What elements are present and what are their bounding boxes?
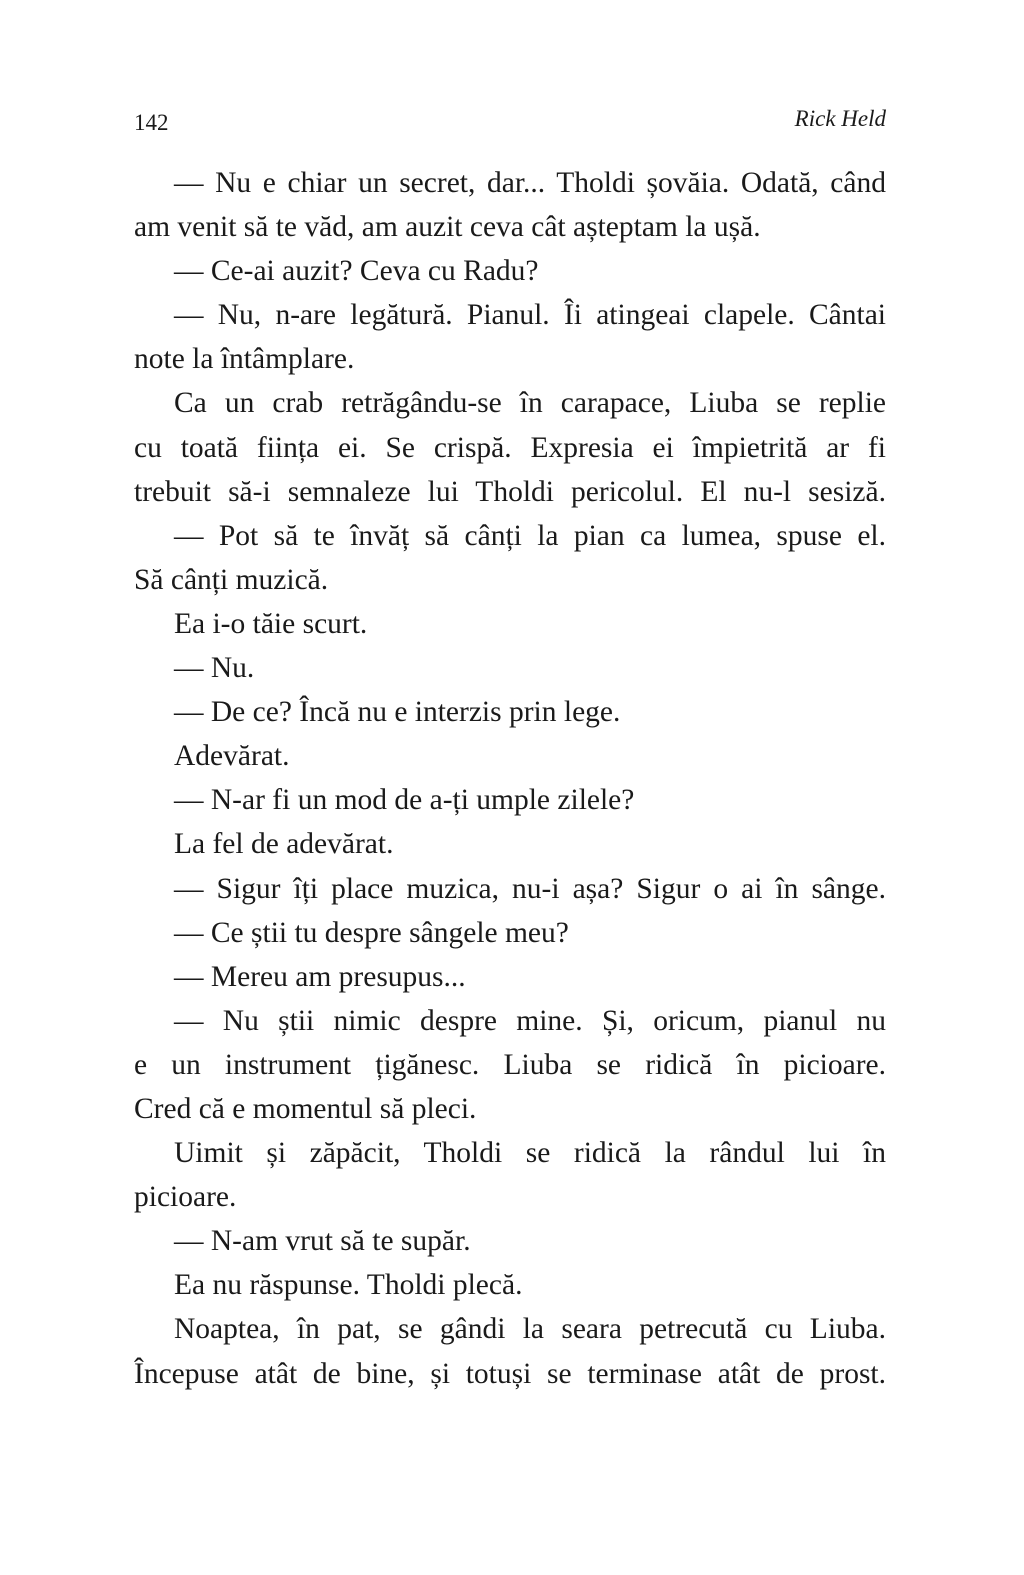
text-line: — Nu știi nimic despre mine. Și, oricum, pianul nu [174, 1004, 886, 1037]
text-line: note la întâmplare. [134, 343, 355, 376]
text-line: La fel de adevărat. [174, 828, 394, 861]
text-line: — N-am vrut să te supăr. [174, 1225, 471, 1258]
text-line: — Nu e chiar un secret, dar... Tholdi șovăia. Odată, când [174, 167, 886, 199]
text-line: Noaptea, în pat, se gândi la seara petrecută cu Liuba. [174, 1313, 886, 1346]
text-line: Ea nu răspunse. Tholdi plecă. [174, 1269, 523, 1302]
text-line: e un instrument țigănesc. Liuba se ridică în picioare. [134, 1048, 886, 1081]
running-head-author: Rick Held [794, 106, 886, 131]
text-line: Uimit și zăpăcit, Tholdi se ridică la rândul lui în [174, 1137, 886, 1170]
text-line: — N-ar fi un mod de a-ți umple zilele? [174, 784, 635, 817]
text-line: — De ce? Încă nu e interzis prin lege. [174, 696, 621, 729]
text-line: Începuse atât de bine, și totuși se terminase atât de prost. [134, 1357, 886, 1390]
text-line: — Sigur îți place muzica, nu-i așa? Sigur o ai în sânge. [174, 872, 886, 905]
text-line: — Nu, n-are legătură. Pianul. Îi atingeai clapele. Cântai [174, 299, 886, 332]
text-line: picioare. [134, 1181, 237, 1214]
text-line: — Ce-ai auzit? Ceva cu Radu? [174, 255, 539, 288]
text-line: Adevărat. [174, 740, 290, 773]
text-line: Cred că e momentul să pleci. [134, 1092, 477, 1125]
page-number: 142 [134, 110, 169, 135]
text-line: Ea i-o tăie scurt. [174, 607, 368, 640]
text-line: — Ce știi tu despre sângele meu? [174, 916, 569, 949]
text-line: — Nu. [174, 652, 255, 685]
text-line: — Mereu am presupus... [174, 960, 466, 993]
text-line: Ca un crab retrăgându-se în carapace, Liuba se replie [174, 387, 886, 420]
text-line: Să cânți muzică. [134, 563, 329, 596]
text-line: — Pot să te învăț să cânți la pian ca lumea, spuse el. [174, 519, 886, 552]
body-text [134, 161, 886, 1396]
text-line: am venit să te văd, am auzit ceva cât așteptam la ușă. [134, 211, 761, 244]
text-line: cu toată ființa ei. Se crispă. Expresia ei împietrită ar fi [134, 431, 886, 464]
text-line: trebuit să-i semnaleze lui Tholdi pericolul. El nu-l sesiză. [134, 475, 886, 508]
